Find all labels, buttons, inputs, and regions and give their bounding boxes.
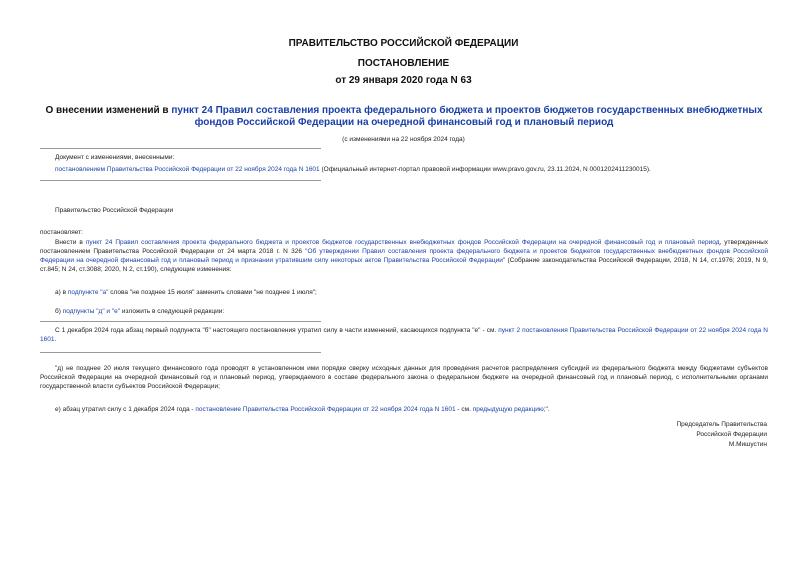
divider xyxy=(40,180,321,181)
item-a-link[interactable]: подпункте "а" xyxy=(67,289,109,296)
item-b xyxy=(55,307,224,316)
changes-link[interactable]: постановлением Правительства Российской Федерации от 22 ноября 2024 года N 1601 xyxy=(55,166,320,173)
amendment-note xyxy=(40,326,768,344)
item-b-text: б) xyxy=(55,308,63,315)
intro-link-resolution[interactable]: "Об утверждении Правил составления проекта федерального бюджета и проектов бюджетов государственных внебюджетных фондов Российской Федерации на очередной финансовый год и плановый период и признании утратившим силу некоторых актов Правительства Российской Федерации" xyxy=(40,248,768,264)
signature-position: Председатель Правительства xyxy=(676,421,767,428)
revision-note: (с изменениями на 22 ноября 2024 года) xyxy=(342,136,465,143)
changes-label: Документ с изменениями, внесенными: xyxy=(55,154,175,161)
divider xyxy=(40,352,321,353)
government-heading: ПРАВИТЕЛЬСТВО РОССИЙСКОЙ ФЕДЕРАЦИИ xyxy=(288,38,519,49)
intro-text: , утвержденных постановлением Правительства Российской Федерации от 24 марта 2018 г. N 326 xyxy=(40,239,769,255)
resolves-text: постановляет: xyxy=(40,229,83,236)
item-b-text: изложить в следующей редакции: xyxy=(120,308,225,315)
intro-text: (Собрание законодательства Российской Федерации, 2018, N 14, ст.1976; 2019, N 9, ст.845; N 24, ст.3088; 2020, N 2, ст.190), следующие изменения: xyxy=(40,257,768,273)
item-e-link-resolution[interactable]: постановление Правительства Российской Федерации от 22 ноября 2024 года N 1601 xyxy=(195,406,456,413)
title-prefix: О внесении изменений в xyxy=(45,105,172,116)
document-title xyxy=(30,105,778,129)
item-d: "д) не позднее 20 июля текущего финансового года проводят в установленном ими порядке сверку исходных данных для проведения расчетов распределения субсидий из федерального бюджета между бюджетами субъектов Российской Федерации на очередной финансовый год и плановый период, утверждаемого в составе федерального закона о федеральном бюджете на очередной финансовый год и плановый период, с исполнительными органами государственной власти субъектов Российской Федерации; xyxy=(40,365,768,390)
item-e-text: ;". xyxy=(543,406,550,413)
intro-link-rules[interactable]: пункт 24 Правил составления проекта федерального бюджета и проектов бюджетов государственных внебюджетных фондов Российской Федерации на очередной финансовый год и плановый период xyxy=(85,239,720,246)
divider xyxy=(40,148,321,149)
item-b-link[interactable]: подпункты "д" и "е" xyxy=(62,308,121,315)
item-e-text: е) абзац утратил силу с 1 декабря 2024 года - xyxy=(55,406,196,413)
title-link[interactable]: пункт 24 Правил составления проекта федерального бюджета и проектов бюджетов государственных внебюджетных фондов Российской Федерации на очередной финансовый год и плановый период xyxy=(171,105,763,128)
signature-org: Российской Федерации xyxy=(696,431,767,438)
item-a-text: а) в xyxy=(55,289,68,296)
divider xyxy=(40,321,321,322)
changes-source: (Официальный интернет-портал правовой информации www.pravo.gov.ru, 23.11.2024, N 0001202411230015). xyxy=(319,166,651,173)
changes-note xyxy=(55,153,775,174)
item-e-text: - см. xyxy=(455,406,473,413)
intro-paragraph xyxy=(40,238,768,274)
intro-text: Внести в xyxy=(55,239,86,246)
note-text: . xyxy=(54,336,57,343)
note-text: С 1 декабря 2024 года абзац первый подпункта "б" настоящего постановления утратил силу в части изменений, касающихся подпункта "е" - см. xyxy=(55,327,499,334)
item-a-text: слова "не позднее 15 июля" заменить словами "не позднее 1 июля"; xyxy=(108,289,317,296)
note-link[interactable]: пункт 2 постановления Правительства Российской Федерации от 22 ноября 2024 года N 1601 xyxy=(40,327,768,343)
item-e-link-previous[interactable]: предыдущую редакцию xyxy=(472,406,544,413)
document-type: ПОСТАНОВЛЕНИЕ xyxy=(357,58,450,69)
signature-name: М.Мишустин xyxy=(728,441,767,448)
document-date-number: от 29 января 2020 года N 63 xyxy=(335,75,472,86)
item-e xyxy=(55,405,768,414)
government-name: Правительство Российской Федерации xyxy=(55,207,174,214)
item-a xyxy=(55,288,317,297)
signature-block xyxy=(676,420,767,450)
